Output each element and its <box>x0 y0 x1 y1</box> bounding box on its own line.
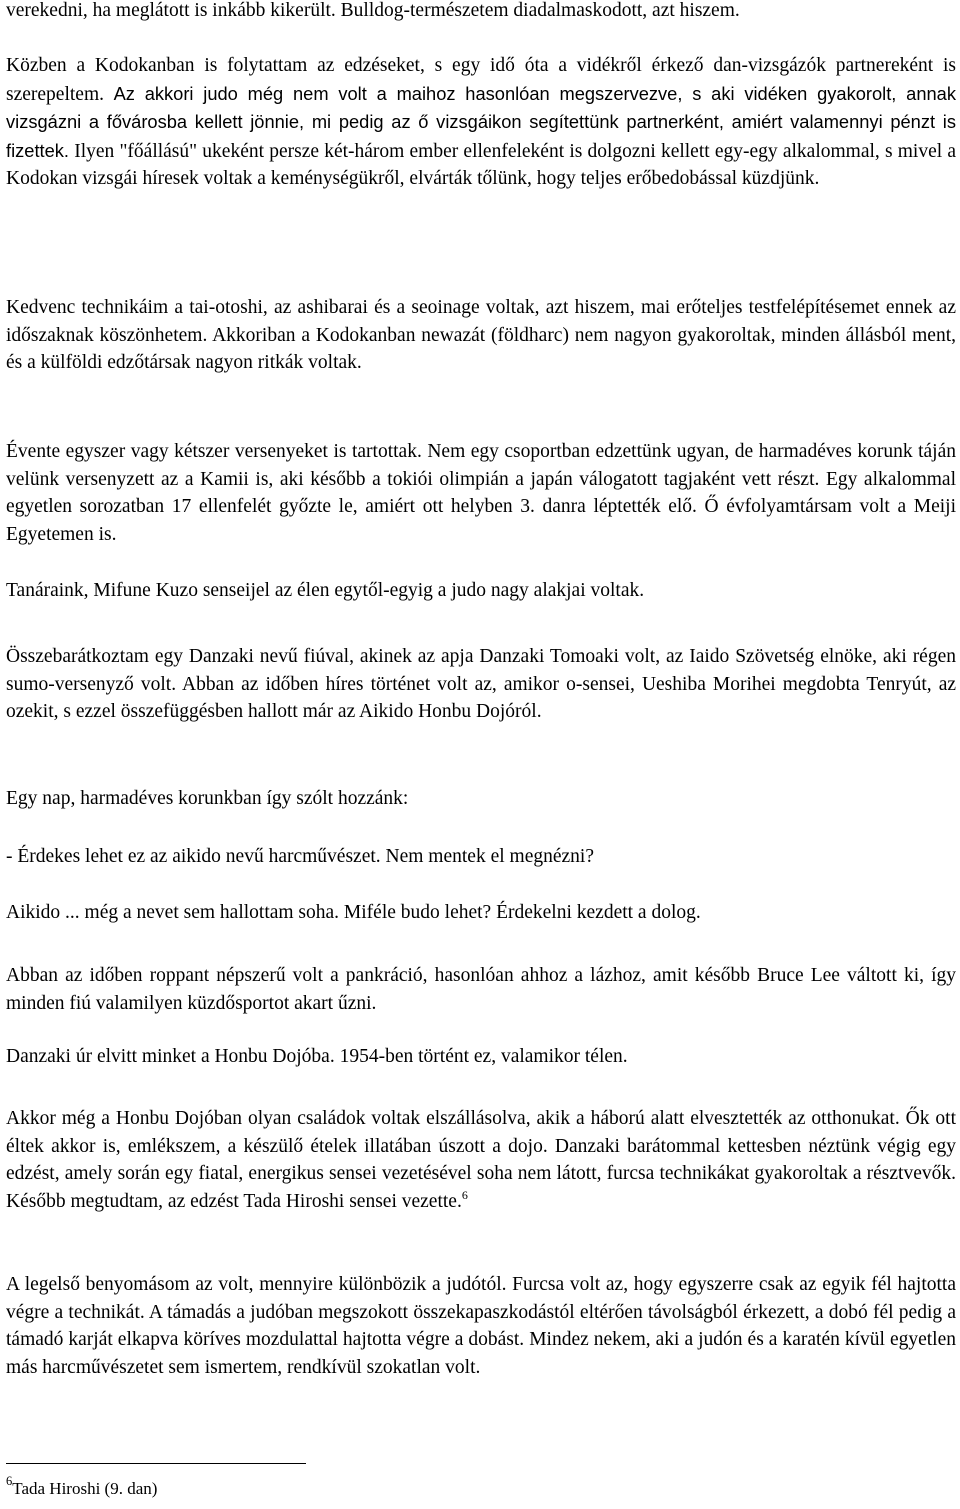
footnote-reference[interactable]: 6 <box>461 1187 468 1202</box>
paragraph-11-text: Danzaki úr elvitt minket a Honbu Dojóba. 1954-ben történt ez, valamikor télen. <box>6 1046 628 1067</box>
paragraph-6 <box>6 643 956 726</box>
paragraph-9 <box>6 899 956 927</box>
paragraph-5 <box>6 577 956 605</box>
paragraph-5-text: Tanáraink, Mifune Kuzo senseijel az élen egytől-egyig a judo nagy alakjai voltak. <box>6 580 645 601</box>
paragraph-13-text: A legelső benyomásom az volt, mennyire különbözik a judótól. Furcsa volt az, hogy egyszerre csak az egyik fél hajtotta végre a technikát. A támadás a judóban megszokott összekapaszkodástól eltérően távolságból érkezett, a dobó fél pedig a támadó karját elkapva köríves mozdulattal hajtotta végre a dobást. Mindez nekem, aki a judón és a karatén kívül egyetlen más harcművészetet sem ismertem, rendkívül szokatlan volt. <box>6 1274 956 1378</box>
paragraph-12-text: Akkor még a Honbu Dojóban olyan családok voltak elszállásolva, akik a háború alatt elvesztették az otthonukat. Ők ott éltek akkor is, emlékszem, a készülő ételek illatában úszott a dojo. Danzaki barátommal kettesben néztünk végig egy edzést, amely során egy fiatal, energikus sensei vezetésével soha nem látott, furcsa technikákat gyakoroltak a résztvevők. Később megtudtam, az edzést Tada Hiroshi sensei vezette. <box>6 1108 956 1212</box>
paragraph-13 <box>6 1271 956 1381</box>
paragraph-10-text: Abban az időben roppant népszerű volt a pankráció, hasonlóan ahhoz a lázhoz, amit később Bruce Lee váltott ki, így minden fiú valamilyen küzdősportot akart űzni. <box>6 965 956 1014</box>
paragraph-1 <box>6 0 956 25</box>
paragraph-4-text: Évente egyszer vagy kétszer versenyeket is tartottak. Nem egy csoportban edzettünk ugyan, de harmadéves korunk táján velünk versenyzett az a Kamii is, aki később a tokiói olimpián a japán válogatott tagjaként vett részt. Egy alkalommal egyetlen sorozatban 17 ellenfelét győzte le, amiért ott helyben 3. danra léptették elő. Ő évfolyamtársam volt a Meiji Egyetemen is. <box>6 441 956 545</box>
paragraph-1-text: verekedni, ha meglátott is inkább kikerült. Bulldog-természetem diadalmaskodott, azt hiszem. <box>6 0 740 21</box>
paragraph-7-text: Egy nap, harmadéves korunkban így szólt hozzánk: <box>6 788 409 809</box>
paragraph-6-text: Összebarátkoztam egy Danzaki nevű fiúval, akinek az apja Danzaki Tomoaki volt, az Iaido Szövetség elnöke, aki régen sumo-versenyző volt. Abban az időben híres történet volt az, amikor o-sensei, Ueshiba Morihei megdobta Tenryút, az ozekit, s ezzel összefüggésben hallott már az Aikido Honbu Dojóról. <box>6 646 956 723</box>
paragraph-10 <box>6 962 956 1017</box>
paragraph-8 <box>6 843 956 871</box>
footnote <box>6 1474 158 1500</box>
paragraph-12 <box>6 1105 956 1215</box>
paragraph-8-text: - Érdekes lehet ez az aikido nevű harcművészet. Nem mentek el megnézni? <box>6 846 594 867</box>
paragraph-7 <box>6 785 956 813</box>
paragraph-2-text-serif-2: Ilyen "főállású" ukeként persze két-három ember ellenfeleként is dolgozni kellett egy-egy alkalommal, s mivel a Kodokan vizsgái híresek voltak a keménységükről, elvárták tőlünk, hogy teljes erőbedobással küzdjünk. <box>6 140 957 190</box>
paragraph-9-text: Aikido ... még a nevet sem hallottam soha. Miféle budo lehet? Érdekelni kezdett a dolog. <box>6 902 701 923</box>
paragraph-2 <box>6 52 956 193</box>
paragraph-2-text-sans: Az akkori judo még nem volt a maihoz hasonlóan megszervezve, s aki vidéken gyakorolt, annak vizsgázni a fővárosba kellett jönnie, mi pedig az ő vizsgáikon segítettünk partnerként, amiért valamennyi pénzt is fizettek. <box>6 82 956 161</box>
paragraph-3 <box>6 294 956 377</box>
footnote-separator <box>6 1463 306 1464</box>
paragraph-4 <box>6 438 956 548</box>
paragraph-11 <box>6 1043 956 1071</box>
paragraph-2-text-serif: Közben a Kodokanban is folytattam az edzéseket, s egy idő óta a vidékről érkező dan-vizsgázók partnereként is szerepeltem. <box>6 55 956 105</box>
paragraph-3-text: Kedvenc technikáim a tai-otoshi, az ashibarai és a seoinage voltak, azt hiszem, mai erőteljes testfelépítésemet ennek az időszaknak köszönhetem. Akkoriban a Kodokanban newazát (földharc) nem nagyon gyakoroltak, minden állásból ment, és a külföldi edzőtársak nagyon ritkák voltak. <box>6 297 956 374</box>
footnote-number: 6 <box>6 1474 13 1488</box>
footnote-text: Tada Hiroshi (9. dan) <box>12 1479 158 1498</box>
